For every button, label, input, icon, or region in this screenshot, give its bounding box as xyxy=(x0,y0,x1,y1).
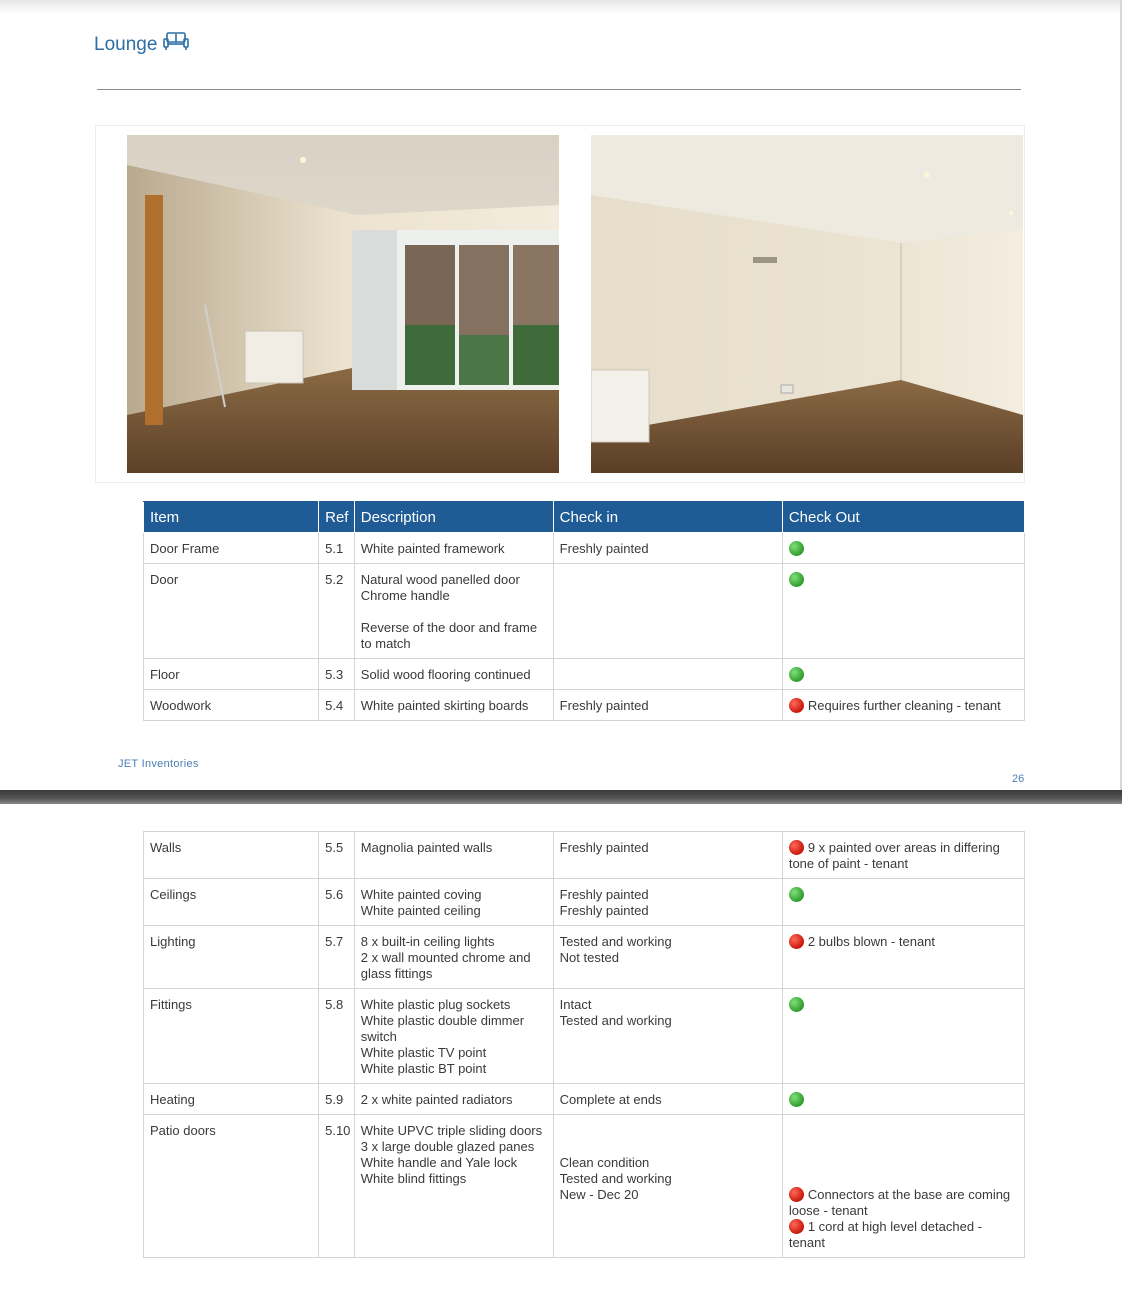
cell-description-line: White plastic BT point xyxy=(360,1061,487,1076)
check-out-entry xyxy=(789,1092,1018,1108)
cell-description xyxy=(354,832,553,879)
cell-item: Heating xyxy=(144,1084,319,1115)
cell-check-out xyxy=(782,879,1024,926)
cell-item: Floor xyxy=(144,659,319,690)
cell-description-line: White handle and Yale lock xyxy=(360,1155,518,1170)
inventory-table-2 xyxy=(143,831,1025,1258)
cell-check-in xyxy=(553,659,782,690)
inventory-table-1 xyxy=(143,501,1025,721)
cell-description xyxy=(354,659,553,690)
check-out-spacer xyxy=(789,1123,1018,1139)
cell-check-in-line: Freshly painted xyxy=(559,541,649,556)
cell-description-line: White plastic double dimmer switch xyxy=(360,1013,525,1044)
cell-check-out xyxy=(782,690,1024,721)
cell-ref: 5.2 xyxy=(319,564,355,659)
cell-ref: 5.10 xyxy=(319,1115,355,1258)
cell-check-in-line: Tested and working xyxy=(559,1171,672,1186)
check-out-entry xyxy=(789,1219,1018,1251)
table-row xyxy=(144,1084,1025,1115)
cell-check-out xyxy=(782,1115,1024,1258)
footer-brand: JET Inventories xyxy=(118,758,199,770)
cell-check-out xyxy=(782,659,1024,690)
cell-check-in-line: Not tested xyxy=(559,950,619,965)
header-ref: Ref xyxy=(319,502,355,533)
table-row xyxy=(144,879,1025,926)
cell-description-line: 2 x wall mounted chrome and glass fittings xyxy=(360,950,531,981)
page-divider xyxy=(0,790,1122,804)
cell-item: Lighting xyxy=(144,926,319,989)
status-issue-icon xyxy=(789,934,804,949)
check-out-note: Connectors at the base are coming loose - tenant xyxy=(788,1187,1011,1218)
cell-check-in xyxy=(553,690,782,721)
check-out-spacer xyxy=(789,1171,1018,1187)
cell-description-line: 2 x white painted radiators xyxy=(360,1092,513,1107)
table-body-2 xyxy=(144,832,1025,1258)
cell-description-line: 8 x built-in ceiling lights xyxy=(360,934,495,949)
cell-description-line: Reverse of the door and frame to match xyxy=(360,620,538,651)
cell-description-line: White painted ceiling xyxy=(360,903,481,918)
cell-check-in-line xyxy=(560,1139,776,1155)
cell-description xyxy=(354,533,553,564)
section-title-text: Lounge xyxy=(94,34,158,55)
check-out-note: 9 x painted over areas in differing tone of paint - tenant xyxy=(788,840,1000,871)
table-header-row xyxy=(144,502,1025,533)
cell-description xyxy=(354,1084,553,1115)
cell-description xyxy=(354,564,553,659)
cell-check-in-line: Freshly painted xyxy=(559,840,649,855)
check-out-entry xyxy=(789,934,1018,950)
cell-ref: 5.3 xyxy=(319,659,355,690)
cell-ref: 5.1 xyxy=(319,533,355,564)
cell-check-out xyxy=(782,989,1024,1084)
cell-description-line xyxy=(361,604,547,620)
cell-ref: 5.9 xyxy=(319,1084,355,1115)
status-ok-icon xyxy=(789,541,804,556)
cell-description-line: Natural wood panelled door xyxy=(360,572,520,587)
check-out-entry xyxy=(789,887,1018,903)
cell-description-line: 3 x large double glazed panes xyxy=(360,1139,535,1154)
cell-description-line: Magnolia painted walls xyxy=(360,840,493,855)
cell-check-in xyxy=(553,1084,782,1115)
cell-item: Woodwork xyxy=(144,690,319,721)
check-out-spacer xyxy=(789,1139,1018,1155)
cell-check-in-line: New - Dec 20 xyxy=(559,1187,639,1202)
cell-check-in xyxy=(553,926,782,989)
cell-check-out xyxy=(782,832,1024,879)
cell-description-line: White blind fittings xyxy=(360,1171,467,1186)
cell-check-in-line: Tested and working xyxy=(559,934,672,949)
cell-item: Door Frame xyxy=(144,533,319,564)
photo-frame xyxy=(95,125,1025,483)
cell-check-in xyxy=(553,533,782,564)
title-rule xyxy=(97,89,1021,90)
table-row xyxy=(144,832,1025,879)
cell-check-in-line: Complete at ends xyxy=(559,1092,662,1107)
status-ok-icon xyxy=(789,887,804,902)
cell-check-out xyxy=(782,533,1024,564)
cell-check-out xyxy=(782,564,1024,659)
cell-check-in-line xyxy=(560,1123,776,1139)
table-row xyxy=(144,1115,1025,1258)
status-ok-icon xyxy=(789,667,804,682)
cell-description-line: White UPVC triple sliding doors xyxy=(360,1123,543,1138)
table-row xyxy=(144,690,1025,721)
cell-check-in-line: Intact xyxy=(559,997,592,1012)
table-row xyxy=(144,533,1025,564)
cell-check-in xyxy=(553,989,782,1084)
lounge-photo-patio-doors xyxy=(127,135,559,473)
cell-check-in-line: Freshly painted xyxy=(559,903,649,918)
cell-description-line: White painted framework xyxy=(360,541,505,556)
cell-ref: 5.8 xyxy=(319,989,355,1084)
cell-check-in-line: Tested and working xyxy=(559,1013,672,1028)
cell-description-line: White plastic TV point xyxy=(360,1045,487,1060)
status-issue-icon xyxy=(789,1187,804,1202)
cell-description xyxy=(354,690,553,721)
cell-check-in xyxy=(553,1115,782,1258)
lounge-photo-wall xyxy=(591,135,1023,473)
cell-item: Walls xyxy=(144,832,319,879)
page-top-shadow xyxy=(0,0,1122,14)
table-row xyxy=(144,989,1025,1084)
cell-check-in-line: Freshly painted xyxy=(559,698,649,713)
cell-check-in-line: Freshly painted xyxy=(559,887,649,902)
cell-check-out xyxy=(782,926,1024,989)
table-row xyxy=(144,926,1025,989)
cell-ref: 5.4 xyxy=(319,690,355,721)
cell-item: Door xyxy=(144,564,319,659)
cell-description-line: White plastic plug sockets xyxy=(360,997,511,1012)
check-out-entry xyxy=(789,997,1018,1013)
check-out-entry xyxy=(789,840,1018,872)
cell-description xyxy=(354,989,553,1084)
cell-item: Patio doors xyxy=(144,1115,319,1258)
status-ok-icon xyxy=(789,572,804,587)
header-check-in: Check in xyxy=(553,502,782,533)
cell-item: Ceilings xyxy=(144,879,319,926)
status-ok-icon xyxy=(789,997,804,1012)
check-out-entry xyxy=(789,698,1018,714)
cell-description xyxy=(354,926,553,989)
cell-ref: 5.5 xyxy=(319,832,355,879)
header-check-out: Check Out xyxy=(782,502,1024,533)
cell-description xyxy=(354,879,553,926)
cell-check-out xyxy=(782,1084,1024,1115)
cell-ref: 5.7 xyxy=(319,926,355,989)
cell-check-in xyxy=(553,879,782,926)
check-out-note: 1 cord at high level detached - tenant xyxy=(788,1219,982,1250)
table-row xyxy=(144,564,1025,659)
status-issue-icon xyxy=(789,1219,804,1234)
header-description: Description xyxy=(354,502,553,533)
header-item: Item xyxy=(144,502,319,533)
check-out-note: Requires further cleaning - tenant xyxy=(807,698,1001,713)
cell-description-line: White painted skirting boards xyxy=(360,698,529,713)
status-ok-icon xyxy=(789,1092,804,1107)
status-issue-icon xyxy=(789,840,804,855)
cell-description-line: Solid wood flooring continued xyxy=(360,667,531,682)
cell-check-in xyxy=(553,564,782,659)
cell-description-line: Chrome handle xyxy=(360,588,450,603)
status-issue-icon xyxy=(789,698,804,713)
check-out-entry xyxy=(789,1187,1018,1219)
cell-ref: 5.6 xyxy=(319,879,355,926)
table-body-1 xyxy=(144,533,1025,721)
section-title xyxy=(94,34,189,56)
cell-check-in-line: Clean condition xyxy=(559,1155,650,1170)
table-row xyxy=(144,659,1025,690)
cell-item: Fittings xyxy=(144,989,319,1084)
page-number: 26 xyxy=(1012,773,1025,785)
cell-description-line: White painted coving xyxy=(360,887,482,902)
check-out-entry xyxy=(789,572,1018,588)
sofa-icon xyxy=(163,31,189,51)
cell-check-in xyxy=(553,832,782,879)
check-out-spacer xyxy=(789,1155,1018,1171)
check-out-note: 2 bulbs blown - tenant xyxy=(807,934,936,949)
check-out-entry xyxy=(789,667,1018,683)
cell-description xyxy=(354,1115,553,1258)
check-out-entry xyxy=(789,541,1018,557)
